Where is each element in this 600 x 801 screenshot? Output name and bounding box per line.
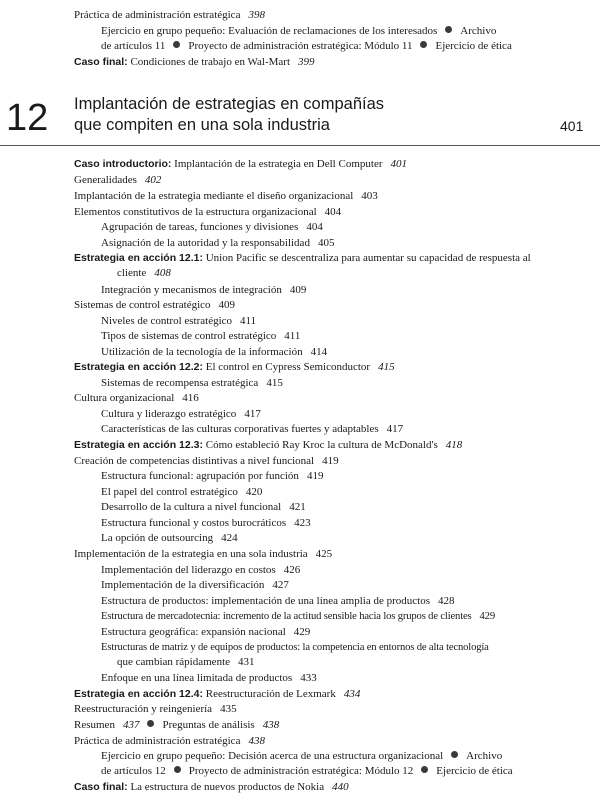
toc-entry-ejercicio-11-cont <box>101 40 512 53</box>
entry-text: Estructura de mercadotecnia: incremento de la actitud sensible hacia los grupos de clientes <box>101 611 472 622</box>
entry-text: que cambian rápidamente <box>117 656 231 668</box>
entry-text: cliente <box>117 267 147 279</box>
bullet-icon <box>451 751 458 758</box>
page-number: 419 <box>322 455 339 467</box>
entry-text: Sistemas de control estratégico <box>74 299 211 311</box>
page-number: 417 <box>244 408 261 420</box>
entry-text: Archivo <box>466 750 503 762</box>
page-number: 409 <box>218 299 236 311</box>
page-number: 420 <box>245 486 263 498</box>
page-number: 431 <box>238 656 255 668</box>
toc-entry-caracteristicas <box>101 423 403 436</box>
page-number: 429 <box>293 626 311 638</box>
toc-entry-niveles <box>101 315 256 328</box>
toc-entry-geografica <box>101 626 310 639</box>
entry-text: Estructura de productos: implementación de una línea amplia de productos <box>101 595 430 607</box>
page-number: 419 <box>306 470 324 482</box>
page-number: 415 <box>266 377 283 389</box>
entry-text: Implantación de la estrategia en Dell Computer <box>174 158 383 170</box>
entry-text: Ejercicio de ética <box>436 765 513 777</box>
page-number: 435 <box>220 703 237 715</box>
toc-entry-caso-final-11 <box>74 56 315 69</box>
page-number: 440 <box>332 781 349 793</box>
entry-text: Enfoque en una línea limitada de productos <box>101 672 293 684</box>
toc-entry-implementacion-industria <box>74 548 332 561</box>
toc-entry-desarrollo-cultura <box>101 501 306 514</box>
entry-text: Estructura funcional y costos burocráticos <box>101 517 287 529</box>
page-number: 405 <box>317 237 335 249</box>
entry-text: Características de las culturas corporativas fuertes y adaptables <box>101 423 379 435</box>
page-number: 414 <box>310 346 328 358</box>
entry-text: Cultura organizacional <box>74 392 175 404</box>
page-number: 417 <box>386 423 404 435</box>
entry-text: Archivo <box>460 25 497 37</box>
page-number: 404 <box>324 206 342 218</box>
entry-text: Reestructuración y reingeniería <box>74 703 213 715</box>
toc-entry-costos-burocraticos <box>101 517 311 530</box>
entry-text: Niveles de control estratégico <box>101 315 233 327</box>
toc-entry-ejercicio-12 <box>101 750 502 763</box>
bullet-icon <box>173 41 180 48</box>
entry-text: Condiciones de trabajo en Wal-Mart <box>130 56 291 68</box>
entry-text: Proyecto de administración estratégica: Módulo 11 <box>188 40 413 52</box>
page-number: 423 <box>294 517 311 529</box>
toc-entry-matriz-cont <box>117 656 255 669</box>
bullet-icon <box>420 41 427 48</box>
toc-entry-ejercicio-11 <box>101 25 496 38</box>
toc-entry-asignacion <box>101 237 334 250</box>
entry-text: El papel del control estratégico <box>101 486 238 498</box>
page-number: 434 <box>343 688 361 700</box>
entry-text: Estructuras de matriz y de equipos de productos: la competencia en entornos de alta tecnología <box>101 642 489 653</box>
toc-entry-agrupacion <box>101 221 323 234</box>
toc-entry-diversificacion <box>101 579 289 592</box>
page-number: 402 <box>144 174 162 186</box>
page-number: 409 <box>289 284 307 296</box>
entry-text: Desarrollo de la cultura a nivel funcional <box>101 501 282 513</box>
entry-label: Estrategia en acción 12.1: <box>74 252 203 264</box>
toc-entry-estructura-funcional <box>101 470 323 483</box>
entry-text: Tipos de sistemas de control estratégico <box>101 330 277 342</box>
entry-label: Estrategia en acción 12.2: <box>74 361 203 373</box>
entry-text: Reestructuración de Lexmark <box>205 688 336 700</box>
chapter-title <box>74 94 384 136</box>
toc-entry-practica-11 <box>74 9 265 22</box>
toc-entry-competencias <box>74 455 339 468</box>
toc-entry-mercadotecnia <box>101 610 495 623</box>
entry-text: Resumen <box>74 719 115 731</box>
page-number: 421 <box>289 501 306 513</box>
entry-label: Caso final: <box>74 781 128 793</box>
toc-entry-liderazgo-costos <box>101 564 300 577</box>
page-number: 427 <box>272 579 289 591</box>
toc-entry-estrategia-12-1-cont <box>117 267 171 280</box>
toc-entry-cultura-liderazgo <box>101 408 261 421</box>
toc-entry-practica-12 <box>74 735 265 748</box>
toc-entry-estrategia-12-3 <box>74 439 462 452</box>
page-number: 438 <box>248 735 265 747</box>
chapter-title-line-2: que compiten en una sola industria <box>74 116 330 134</box>
entry-text: Utilización de la tecnología de la información <box>101 346 303 358</box>
toc-entry-generalidades <box>74 174 161 187</box>
entry-text: Estructura geográfica: expansión nacional <box>101 626 286 638</box>
entry-text: Implementación del liderazgo en costos <box>101 564 276 576</box>
bullet-icon <box>147 720 154 727</box>
entry-text: Elementos constitutivos de la estructura organizacional <box>74 206 317 218</box>
toc-entry-tipos <box>101 330 300 343</box>
entry-text: Cultura y liderazgo estratégico <box>101 408 237 420</box>
entry-text: Agrupación de tareas, funciones y divisiones <box>101 221 299 233</box>
entry-text: Cómo estableció Ray Kroc la cultura de McDonald's <box>205 439 438 451</box>
page-number: 418 <box>445 439 463 451</box>
page-number: 399 <box>298 56 315 68</box>
bullet-icon <box>445 26 452 33</box>
toc-entry-reestructuracion <box>74 703 237 716</box>
entry-text: Ejercicio en grupo pequeño: Evaluación de reclamaciones de los interesados <box>101 25 438 37</box>
entry-text: Ejercicio de ética <box>435 40 512 52</box>
toc-entry-matriz <box>101 641 489 654</box>
page-number: 416 <box>182 392 199 404</box>
toc-entry-estrategia-12-4 <box>74 688 360 701</box>
page-number: 408 <box>154 267 171 279</box>
entry-text: Creación de competencias distintivas a nivel funcional <box>74 455 315 467</box>
page-number: 411 <box>284 330 301 342</box>
entry-text: La opción de outsourcing <box>101 532 214 544</box>
entry-text: Integración y mecanismos de integración <box>101 284 282 296</box>
toc-entry-productos <box>101 595 454 608</box>
entry-text: El control en Cypress Semiconductor <box>205 361 371 373</box>
page-number: 437 <box>122 719 140 731</box>
toc-entry-elementos <box>74 206 341 219</box>
page-number: 401 <box>390 158 407 170</box>
page-number: 424 <box>221 532 238 544</box>
entry-text: Implantación de la estrategia mediante el diseño organizacional <box>74 190 354 202</box>
page-number: 429 <box>479 611 495 622</box>
page-number: 428 <box>437 595 455 607</box>
entry-label: Estrategia en acción 12.3: <box>74 439 203 451</box>
bullet-icon <box>421 766 428 773</box>
toc-entry-estrategia-12-2 <box>74 361 395 374</box>
chapter-title-line-1: Implantación de estrategias en compañías <box>74 95 385 113</box>
page-number: 425 <box>315 548 333 560</box>
entry-text: Sistemas de recompensa estratégica <box>101 377 259 389</box>
entry-text: Implementación de la diversificación <box>101 579 265 591</box>
page-number: 438 <box>262 719 280 731</box>
toc-entry-papel-control <box>101 486 262 499</box>
toc-entry-ejercicio-12-cont <box>101 765 513 778</box>
entry-text: Generalidades <box>74 174 137 186</box>
entry-text: Implementación de la estrategia en una sola industria <box>74 548 308 560</box>
entry-text: Preguntas de análisis <box>162 719 255 731</box>
entry-text: Práctica de administración estratégica <box>74 735 241 747</box>
chapter-divider <box>0 145 600 146</box>
toc-entry-enfoque <box>101 672 317 685</box>
page-number: 426 <box>283 564 301 576</box>
toc-entry-caso-introductorio <box>74 158 407 171</box>
toc-entry-caso-final-12 <box>74 781 349 794</box>
page-number: 411 <box>240 315 257 327</box>
entry-text: de artículos 11 <box>101 40 166 52</box>
page-number: 404 <box>306 221 323 233</box>
toc-entry-cultura <box>74 392 199 405</box>
toc-entry-resumen <box>74 719 279 732</box>
page-number: 415 <box>378 361 395 373</box>
toc-entry-implantacion-diseno <box>74 190 378 203</box>
entry-text: Estructura funcional: agrupación por función <box>101 470 299 482</box>
toc-entry-outsourcing <box>101 532 238 545</box>
entry-label: Caso final: <box>74 56 128 68</box>
toc-entry-estrategia-12-1 <box>74 252 531 265</box>
page-number: 403 <box>361 190 378 202</box>
entry-text: La estructura de nuevos productos de Nokia <box>130 781 325 793</box>
entry-text: Ejercicio en grupo pequeño: Decisión acerca de una estructura organizacional <box>101 750 444 762</box>
toc-entry-sistemas-control <box>74 299 235 312</box>
bullet-icon <box>174 766 181 773</box>
toc-entry-integracion <box>101 284 306 297</box>
page-number: 433 <box>300 672 317 684</box>
entry-text: Proyecto de administración estratégica: Módulo 12 <box>188 765 414 777</box>
entry-text: Práctica de administración estratégica <box>74 9 241 21</box>
entry-text: Union Pacific se descentraliza para aumentar su capacidad de respuesta al <box>205 252 531 264</box>
entry-text: Asignación de la autoridad y la responsabilidad <box>101 237 310 249</box>
page-number: 398 <box>248 9 265 21</box>
chapter-number: 12 <box>6 97 49 139</box>
toc-entry-utilizacion <box>101 346 327 359</box>
entry-label: Estrategia en acción 12.4: <box>74 688 203 700</box>
chapter-page-number: 401 <box>560 118 584 134</box>
toc-entry-recompensa <box>101 377 283 390</box>
entry-label: Caso introductorio: <box>74 158 172 170</box>
entry-text: de artículos 12 <box>101 765 166 777</box>
